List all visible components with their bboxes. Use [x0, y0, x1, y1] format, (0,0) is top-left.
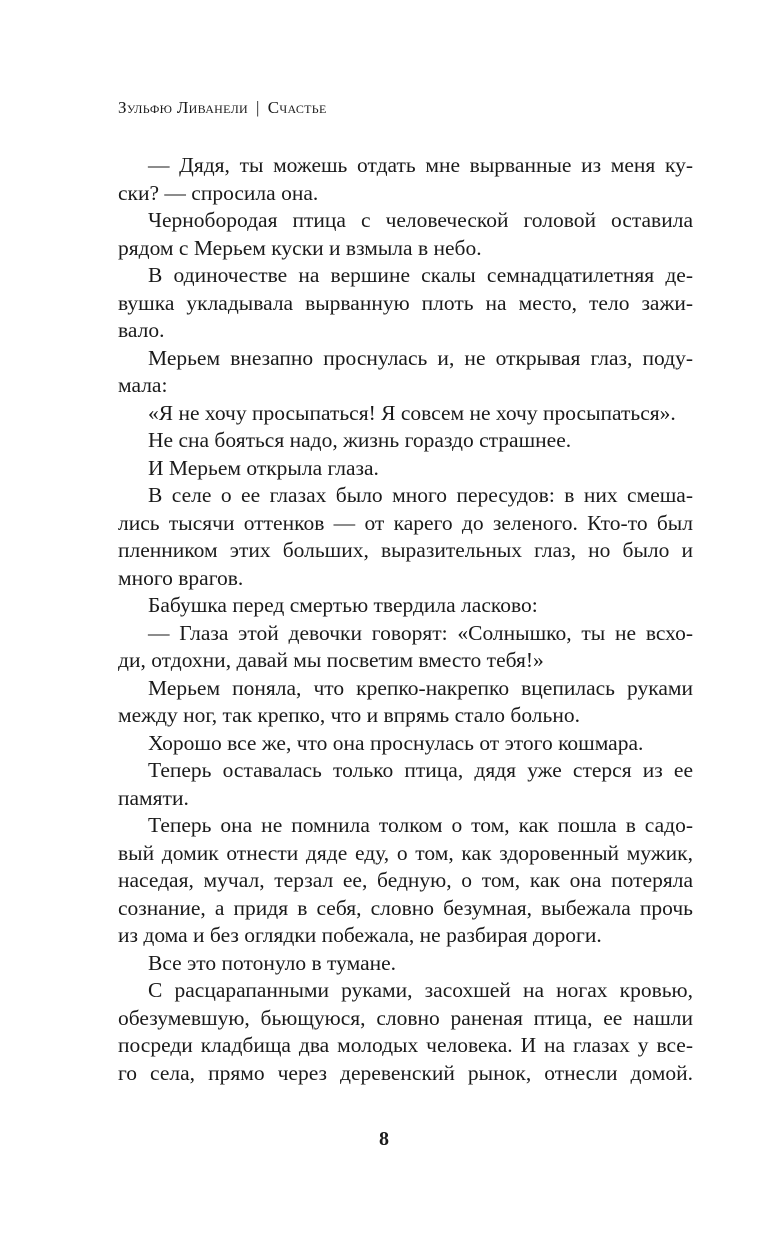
header-separator: |	[256, 98, 260, 117]
text-line: наседая, мучал, терзал ее, бедную, о том, как она потеряла	[118, 868, 693, 892]
text-line: «Я не хочу просыпаться! Я совсем не хочу просыпаться».	[148, 400, 676, 425]
text-line: Все это потонуло в тумане.	[148, 950, 397, 975]
text-line: С расцарапанными руками, засохшей на ногах кровью,	[148, 978, 693, 1002]
author-name: Зульфю Ливанели	[118, 98, 249, 117]
body-text	[118, 152, 693, 1087]
text-line: Хорошо все же, что она проснулась от этого кошмара.	[148, 730, 644, 755]
text-line: Не сна бояться надо, жизнь гораздо страшнее.	[148, 428, 572, 452]
text-line: вало.	[118, 318, 165, 342]
text-line: посреди кладбища два молодых человека. И на глазах у все-	[118, 1033, 693, 1057]
text-line: вый домик отнести дяде еду, о том, как здоровенный мужик,	[118, 840, 693, 865]
text-line: Теперь оставалась только птица, дядя уже стерся из ее	[148, 758, 693, 782]
text-line: Мерьем внезапно проснулась и, не открывая глаз, поду-	[148, 345, 693, 370]
text-line: пленником этих больших, выразительных глаз, но было и	[118, 538, 693, 562]
text-line: рядом с Мерьем куски и взмыла в небо.	[118, 235, 482, 260]
text-line: много врагов.	[118, 565, 244, 590]
text-line: го села, прямо через деревенский рынок, отнесли домой.	[118, 1060, 693, 1085]
text-line: мала:	[118, 373, 168, 397]
text-line: — Глаза этой девочки говорят: «Солнышко, ты не всхо-	[148, 620, 693, 645]
text-line: — Дядя, ты можешь отдать мне вырванные из меня ку-	[148, 153, 693, 177]
book-title: Счастье	[267, 98, 327, 117]
text-line: Теперь она не помнила толком о том, как пошла в садо-	[148, 813, 693, 837]
page-number: 8	[379, 1128, 389, 1150]
text-line: сознание, а придя в себя, словно безумная, выбежала прочь	[118, 895, 693, 920]
text-line: И Мерьем открыла глаза.	[148, 455, 379, 480]
text-line: В одиночестве на вершине скалы семнадцатилетняя де-	[148, 263, 693, 287]
text-line: Бабушка перед смертью твердила ласково:	[148, 593, 538, 617]
text-line: ди, отдохни, давай мы посветим вместо тебя!»	[118, 648, 544, 672]
text-line: лись тысячи оттенков — от карего до зеленого. Кто-то был	[118, 510, 693, 535]
text-line: Мерьем поняла, что крепко-накрепко вцепилась руками	[148, 675, 693, 700]
text-line: вушка укладывала вырванную плоть на место, тело зажи-	[118, 290, 693, 315]
text-line: Чернобородая птица с человеческой головой оставила	[148, 208, 693, 232]
text-line: обезумевшую, бьющуюся, словно раненая птица, ее нашли	[118, 1005, 693, 1030]
text-line: из дома и без оглядки побежала, не разбирая дороги.	[118, 923, 602, 947]
text-line: ски? — спросила она.	[118, 180, 319, 205]
running-head	[118, 98, 327, 118]
text-line: между ног, так крепко, что и впрямь стало больно.	[118, 703, 580, 727]
text-line: памяти.	[118, 785, 189, 810]
text-line: В селе о ее глазах было много пересудов: в них смеша-	[148, 483, 693, 507]
